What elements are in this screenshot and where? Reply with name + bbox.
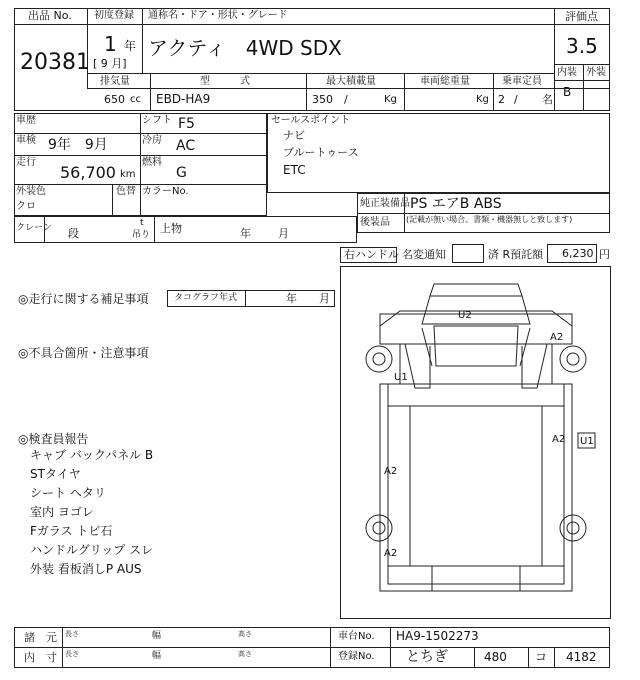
max-load-slash: / xyxy=(344,93,348,106)
capacity-slash: / xyxy=(514,93,518,106)
first-registration-label: 初度登録 xyxy=(94,10,134,21)
inspector-note-2: STタイヤ xyxy=(30,467,81,481)
lot-label: 出品 No. xyxy=(28,9,72,22)
aftermarket-label: 後装品 xyxy=(360,217,390,228)
displacement-value: 650 xyxy=(104,93,125,106)
lot-number: 20381 xyxy=(20,50,90,75)
recycle-label: 済 R預託額 xyxy=(488,248,544,261)
inner-length-label: 長さ xyxy=(65,650,79,658)
gross-weight-label: 車両総重量 xyxy=(420,76,470,87)
tachograph-label: タコグラフ年式 xyxy=(174,293,238,303)
registration-month: [ 9 月] xyxy=(93,57,127,70)
change-notice-label: 名変通知 xyxy=(402,248,446,261)
diagram-mark-a2-mid: A2 xyxy=(384,466,398,477)
displacement-unit: cc xyxy=(130,94,141,105)
lift-year-unit: 年 xyxy=(240,227,251,240)
displacement-label: 排気量 xyxy=(100,76,130,87)
history-label: 車歴 xyxy=(16,115,36,126)
diagram-mark-a2-bottom: A2 xyxy=(384,548,398,559)
exterior-color-label: 外装色 xyxy=(16,186,46,197)
grade-label: 評価点 xyxy=(565,10,598,23)
inspector-note-1: キャブ バックパネル B xyxy=(30,448,154,462)
fuel-value: G xyxy=(176,165,187,181)
inspector-note-5: Fガラス トビ石 xyxy=(30,524,113,538)
inspector-note-3: シート ヘタリ xyxy=(30,486,106,500)
registration-year-unit: 年 xyxy=(124,39,137,53)
lift-label: 上物 xyxy=(160,222,182,235)
capacity-unit: 名 xyxy=(542,93,553,106)
diagram-mark-a2-top: A2 xyxy=(550,332,564,343)
registration-region: とちぎ xyxy=(406,649,448,665)
grade-value: 3.5 xyxy=(566,34,598,58)
crane-stage-unit: 段 xyxy=(68,227,79,240)
interior-grade: B xyxy=(563,85,572,99)
interior-label: 内装 xyxy=(557,67,577,78)
ac-label: 冷房 xyxy=(142,135,162,146)
registration-label: 登録No. xyxy=(338,651,375,662)
shift-value: F5 xyxy=(178,116,195,132)
ac-value: AC xyxy=(176,138,196,154)
capacity-value: 2 xyxy=(498,93,505,106)
driving-notes-heading: ◎走行に関する補足事項 xyxy=(18,292,149,306)
crane-ton-unit: t xyxy=(140,218,144,228)
diagram-mark-a2-right: A2 xyxy=(552,434,566,445)
inspector-note-6: ハンドルグリップ スレ xyxy=(30,543,154,557)
registration-number: 4182 xyxy=(566,650,597,664)
tachograph-year-unit: 年 xyxy=(286,292,297,305)
specs-row-label: 諸 元 xyxy=(24,631,57,644)
mileage-unit: km xyxy=(120,169,136,180)
chassis-number: HA9-1502273 xyxy=(396,629,479,643)
mileage-value: 56,700 xyxy=(60,163,116,182)
max-load-value: 350 xyxy=(312,93,333,106)
lift-month-unit: 月 xyxy=(278,227,289,240)
fuel-label: 燃料 xyxy=(142,157,162,168)
sales-points-label: セールスポイント xyxy=(271,115,351,126)
inspector-note-7: 外装 看板消しP AUS xyxy=(30,562,142,576)
sales-point-2: ブルートゥース xyxy=(283,146,359,159)
diagram-mark-u1-left: U1 xyxy=(394,372,408,383)
inspection-label: 車検 xyxy=(16,135,36,146)
mileage-label: 走行 xyxy=(16,157,36,168)
registration-year: 1 xyxy=(104,32,117,56)
max-load-unit: Kg xyxy=(384,94,397,105)
inner-width-label: 幅 xyxy=(152,651,162,661)
inner-height-label: 高さ xyxy=(238,650,252,658)
crane-label: クレーン xyxy=(16,223,52,233)
truck-outline-diagram xyxy=(340,266,611,619)
equipment-value: PS エアB ABS xyxy=(410,196,502,212)
gross-weight-unit: Kg xyxy=(476,94,489,105)
change-notice-box xyxy=(452,244,484,263)
color-code-label: カラーNo. xyxy=(142,186,189,197)
equipment-label: 純正装備品 xyxy=(360,198,410,209)
model-name-label: 通称名・ドア・形状・グレード xyxy=(148,10,288,21)
model-code-value: EBD-HA9 xyxy=(156,92,211,106)
recycle-value: 6,230 xyxy=(562,247,594,260)
defects-heading: ◎不具合箇所・注意事項 xyxy=(18,346,149,360)
sales-point-3: ETC xyxy=(283,163,306,177)
inspector-note-4: 室内 ヨゴレ xyxy=(30,505,94,519)
inner-dims-row-label: 内 寸 xyxy=(24,651,57,664)
chassis-label: 車台No. xyxy=(338,631,375,642)
model-code-label: 型 式 xyxy=(200,76,250,87)
crane-frame xyxy=(14,216,357,243)
spec-height-label: 高さ xyxy=(238,630,252,638)
capacity-label: 乗車定員 xyxy=(502,76,542,87)
diagram-mark-u2: U2 xyxy=(458,310,472,321)
inspection-value: 9年 9月 xyxy=(48,137,108,153)
spec-width-label: 幅 xyxy=(152,631,162,641)
sales-point-1: ナビ xyxy=(283,129,305,142)
spec-length-label: 長さ xyxy=(65,630,79,638)
color-change-label: 色替 xyxy=(116,186,136,197)
recycle-unit: 円 xyxy=(599,248,610,261)
max-load-label: 最大積載量 xyxy=(326,76,376,87)
inspector-report-heading: ◎検査員報告 xyxy=(18,432,89,446)
registration-kana: コ xyxy=(535,650,548,664)
exterior-color-value: クロ xyxy=(16,201,36,212)
diagram-mark-u1-right: U1 xyxy=(580,436,594,447)
car-name: アクティ 4WD SDX xyxy=(148,36,342,60)
shift-label: シフト xyxy=(142,115,172,126)
aftermarket-note: (記載が無い場合、書類・機器無しと致します) xyxy=(406,215,573,224)
crane-lift-unit: 吊り xyxy=(132,230,151,240)
steering-value: 右ハンドル xyxy=(344,248,399,261)
exterior-label: 外装 xyxy=(586,67,606,78)
tachograph-month-unit: 月 xyxy=(319,292,330,305)
registration-class: 480 xyxy=(484,650,507,664)
